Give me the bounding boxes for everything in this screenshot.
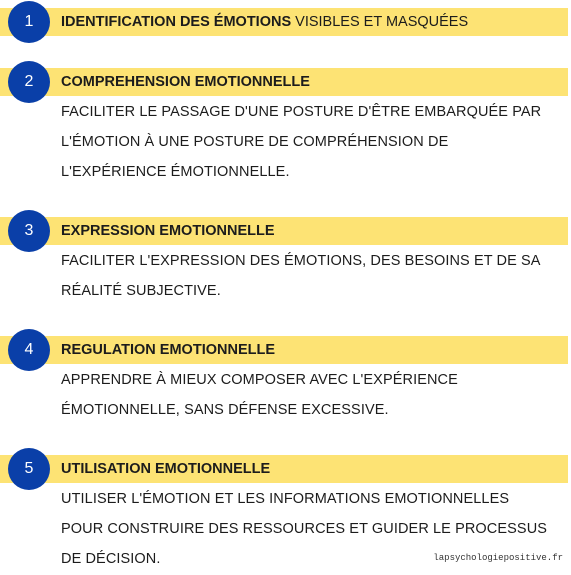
step-title (61, 336, 275, 364)
step-title (61, 68, 310, 96)
step-number: 4 (24, 341, 34, 358)
description-line: RÉALITÉ SUBJECTIVE. (61, 283, 221, 299)
step-number-badge (8, 448, 50, 490)
step-title-bold: COMPREHENSION EMOTIONNELLE (61, 74, 310, 90)
description-line: ÉMOTIONNELLE, SANS DÉFENSE EXCESSIVE. (61, 402, 389, 418)
step-number-badge (8, 61, 50, 103)
step-description (61, 246, 561, 306)
description-line: DE DÉCISION. (61, 551, 161, 567)
description-line: APPRENDRE À MIEUX COMPOSER AVEC L'EXPÉRIENCE (61, 372, 458, 388)
step-title-bold: UTILISATION EMOTIONNELLE (61, 461, 271, 477)
description-line: L'EXPÉRIENCE ÉMOTIONNELLE. (61, 164, 290, 180)
description-line: UTILISER L'ÉMOTION ET LES INFORMATIONS EMOTIONNELLES (61, 491, 510, 507)
description-line: L'ÉMOTION À UNE POSTURE DE COMPRÉHENSION DE (61, 134, 449, 150)
step-number: 5 (24, 460, 34, 477)
step-number: 3 (24, 222, 34, 239)
step-number: 1 (24, 13, 34, 30)
step-title-bold: IDENTIFICATION DES ÉMOTIONS (61, 14, 292, 30)
step-number-badge (8, 1, 50, 43)
description-line: POUR CONSTRUIRE DES RESSOURCES ET GUIDER LE PROCESSUS (61, 521, 548, 537)
step-description (61, 97, 561, 187)
step-description (61, 365, 561, 425)
step-title-rest: VISIBLES ET MASQUÉES (291, 14, 469, 30)
step-number-badge (8, 210, 50, 252)
step-title (61, 217, 275, 245)
step-title-bold: REGULATION EMOTIONNELLE (61, 342, 276, 358)
source-credit: lapsychologiepositive.fr (433, 553, 563, 563)
step-number: 2 (24, 73, 34, 90)
description-line: FACILITER L'EXPRESSION DES ÉMOTIONS, DES BESOINS ET DE SA (61, 253, 541, 269)
step-title-bold: EXPRESSION EMOTIONNELLE (61, 223, 275, 239)
description-line: FACILITER LE PASSAGE D'UNE POSTURE D'ÊTRE EMBARQUÉE PAR (61, 104, 542, 120)
step-title (61, 8, 468, 36)
step-number-badge (8, 329, 50, 371)
step-title (61, 455, 270, 483)
